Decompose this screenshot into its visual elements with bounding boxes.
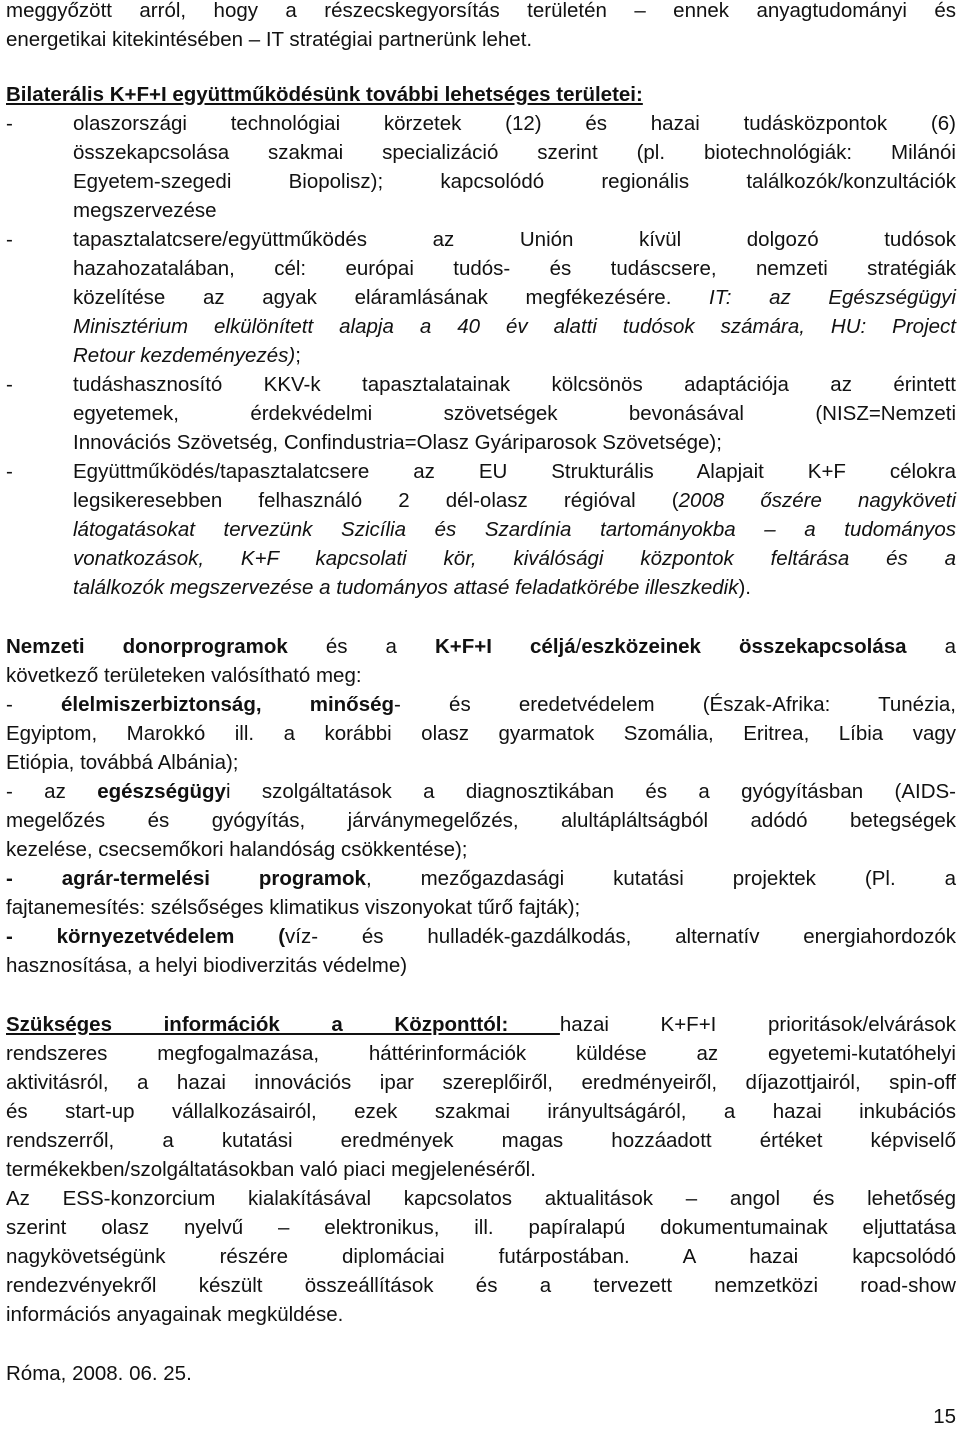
text-line: fajtanemesítés: szélsőséges klimatikus viszonyokat tűrő fajták); xyxy=(6,896,581,919)
bullet-dash: - xyxy=(6,228,13,251)
bullet-dash: - xyxy=(6,112,13,135)
signature-date: Róma, 2008. 06. 25. xyxy=(6,1362,192,1385)
intro-paragraph xyxy=(6,0,956,54)
text-line: vonatkozások, K+F kapcsolati kör, kiválósági központok feltárása és a xyxy=(73,547,956,570)
text-line: Szükséges információk a Központtól: hazai K+F+I prioritások/elvárások xyxy=(6,1013,956,1036)
text-line: Etiópia, továbbá Albánia); xyxy=(6,751,239,774)
donor-programs-section xyxy=(6,632,956,980)
text-line: hasznosítása, a helyi biodiverzitás védelme) xyxy=(6,954,408,977)
text-line: összekapcsolása szakmai specializáció szerint (pl. biotechnológiák: Milánói xyxy=(73,141,956,164)
text-line: - élelmiszerbiztonság, minőség- és eredetvédelem (Észak-Afrika: Tunézia, xyxy=(6,693,956,716)
text-line: - agrár-termelési programok, mezőgazdasági kutatási projektek (Pl. a xyxy=(6,867,956,890)
text-line: látogatásokat tervezünk Szicília és Szardínia tartományokba – a tudományos xyxy=(73,518,956,541)
text-line: következő területeken valósítható meg: xyxy=(6,664,362,687)
text-line: egyetemek, érdekvédelmi szövetségek bevonásával (NISZ=Nemzeti xyxy=(73,402,956,425)
date-line xyxy=(6,1359,956,1388)
text-line: Minisztérium elkülönített alapja a 40 év alatti tudósok számára, HU: Project xyxy=(73,315,956,338)
text-line: - környezetvédelem (víz- és hulladék-gazdálkodás, alternatív energiahordozók xyxy=(6,925,956,948)
text-line: aktivitásról, a hazai innovációs ipar szereplőiről, eredményeiről, díjazottjairól, spin-off xyxy=(6,1071,956,1094)
text-line: Nemzeti donorprogramok és a K+F+I céljá/eszközeinek összekapcsolása a xyxy=(6,635,956,658)
bullet-dash: - xyxy=(6,373,13,396)
text-line: és start-up vállalkozásairól, ezek szakmai irányultságáról, a hazai inkubációs xyxy=(6,1100,956,1123)
document-page xyxy=(6,0,956,1388)
text-line: szerint olasz nyelvű – elektronikus, ill. papíralapú dokumentumainak eljuttatása xyxy=(6,1216,956,1239)
section-heading: Bilaterális K+F+I együttműködésünk további lehetséges területei: xyxy=(6,83,643,106)
text-line: Egyiptom, Marokkó ill. a korábbi olasz gyarmatok Szomália, Eritrea, Líbia vagy xyxy=(6,722,956,745)
list-item: - Együttműködés/tapasztalatcsere az EU Strukturális Alapjait K+F célokra xyxy=(6,457,956,486)
text-line: kezelése, csecsemőkori halandóság csökkentése); xyxy=(6,838,468,861)
text-line: megszervezése xyxy=(73,199,217,222)
text-line: találkozók megszervezése a tudományos attasé feladatkörébe illeszkedik). xyxy=(73,576,752,599)
text-line: Az ESS-konzorcium kialakításával kapcsolatos aktualitások – angol és lehetőség xyxy=(6,1187,956,1210)
text-line: energetikai kitekintésében – IT stratégiai partnerünk lehet. xyxy=(6,28,533,51)
page-number: 15 xyxy=(933,1405,956,1428)
text-line: legsikeresebben felhasználó 2 dél-olasz régióval (2008 őszére nagyköveti xyxy=(73,489,957,512)
text-line: termékekben/szolgáltatásokban való piaci megjelenéséről. xyxy=(6,1158,536,1181)
text-line: Retour kezdeményezés); xyxy=(73,344,301,367)
text-line: meggyőzött arról, hogy a részecskegyorsítás területén – ennek anyagtudományi és xyxy=(6,0,956,22)
text-line: rendezvényekről készült összeállítások és a tervezett nemzetközi road-show xyxy=(6,1274,956,1297)
text-line: rendszeres megfogalmazása, háttérinformációk küldése az egyetemi-kutatóhelyi xyxy=(6,1042,956,1065)
text-line: Egyetem-szegedi Biopolisz); kapcsolódó regionális találkozók/konzultációk xyxy=(73,170,956,193)
bilateral-section xyxy=(6,80,956,602)
text-line: - az egészségügyi szolgáltatások a diagnosztikában és a gyógyításban (AIDS- xyxy=(6,780,956,803)
text-line: közelítése az agyak eláramlásának megfékezésére. IT: az Egészségügyi xyxy=(73,286,956,309)
list-item: - tudáshasznosító KKV-k tapasztalatainak kölcsönös adaptációja az érintett xyxy=(6,370,956,399)
bullet-dash: - xyxy=(6,460,13,483)
text-line: hazahozatalában, cél: európai tudós- és tudáscsere, nemzeti stratégiák xyxy=(73,257,956,280)
text-line: nagykövetségünk részére diplomáciai futárpostában. A hazai kapcsolódó xyxy=(6,1245,956,1268)
text-line: információs anyagainak megküldése. xyxy=(6,1303,344,1326)
required-info-section xyxy=(6,1010,956,1329)
list-item: - olaszországi technológiai körzetek (12) és hazai tudásközpontok (6) xyxy=(6,109,956,138)
text-line: Innovációs Szövetség, Confindustria=Olasz Gyáriparosok Szövetsége); xyxy=(73,431,722,454)
list-item: - tapasztalatcsere/együttműködés az Unión kívül dolgozó tudósok xyxy=(6,225,956,254)
text-line: megelőzés és gyógyítás, járványmegelőzés, alultápláltságból adódó betegségek xyxy=(6,809,956,832)
text-line: rendszerről, a kutatási eredmények magas hozzáadott értéket képviselő xyxy=(6,1129,956,1152)
